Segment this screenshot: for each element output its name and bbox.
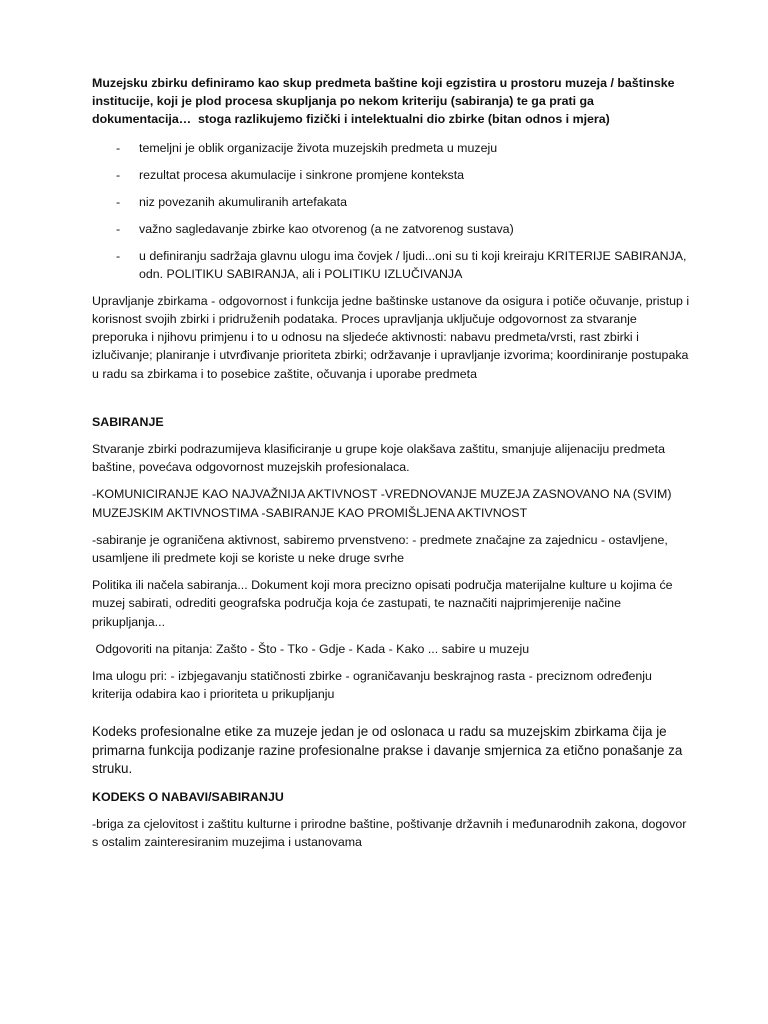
definition-list — [92, 139, 692, 283]
bullet-dash: - — [116, 194, 121, 209]
sabiranje-paragraph: Odgovoriti na pitanja: Zašto - Što - Tko - Gdje - Kada - Kako ... sabire u muzeju — [92, 641, 530, 656]
sabiranje-paragraph: -sabiranje je ograničena aktivnost, sabiremo prvenstveno: - predmete značajne za zajednicu - ostavljene, usamljene ili predmete koji se koriste u neke druge svrhe — [92, 532, 672, 566]
list-item — [92, 220, 692, 238]
kodeks-paragraph: -briga za cjelovitost i zaštitu kulturne i prirodne baštine, poštivanje državnih i međunarodnih zakona, dogovor s ostalim zainteresiranim muzejima i ustanovama — [92, 817, 690, 850]
list-item — [92, 193, 692, 211]
bullet-dash: - — [116, 167, 121, 182]
list-item-text: rezultat procesa akumulacije i sinkrone promjene konteksta — [139, 167, 465, 182]
intro-paragraph: Muzejsku zbirku definiramo kao skup predmeta baštine koji egzistira u prostoru muzeja / baštinske institucije, koji je plod procesa skupljanja po nekom kriteriju (sabiranja) te ga prati ga dokumentacija… stoga razlikujemo fizički i intelektualni dio zbirke (bitan odnos i mjera) — [92, 76, 678, 127]
list-item-text: važno sagledavanje zbirke kao otvorenog (a ne zatvorenog sustava) — [139, 221, 514, 236]
list-item-text: niz povezanih akumuliranih artefakata — [139, 194, 348, 209]
sabiranje-paragraph: -KOMUNICIRANJE KAO NAJVAŽNIJA AKTIVNOST -VREDNOVANJE MUZEJA ZASNOVANO NA (SVIM) MUZEJSKIM AKTIVNOSTIMA -SABIRANJE KAO PROMIŠLJENA AKTIVNOST — [92, 487, 675, 520]
list-item-text: u definiranju sadržaja glavnu ulogu ima čovjek / ljudi...oni su ti koji kreiraju KRITERIJE SABIRANJA, odn. POLITIKU SABIRANJA, ali i POLITIKU IZLUČIVANJA — [139, 248, 687, 281]
bullet-dash: - — [116, 221, 121, 236]
list-item-text: temeljni je oblik organizacije života muzejskih predmeta u muzeju — [139, 140, 498, 155]
document-page — [92, 74, 692, 852]
list-item — [92, 247, 692, 283]
sabiranje-paragraph: Stvaranje zbirki podrazumijeva klasificiranje u grupe koje olakšava zaštitu, smanjuje alijenaciju predmeta baštine, povećava odgovornost muzejskih profesionalaca. — [92, 442, 669, 475]
upravljanje-paragraph: Upravljanje zbirkama - odgovornost i funkcija jedne baštinske ustanove da osigura i potiče očuvanje, pristup i korisnost svojih zbirki i pridruženih podataka. Proces upravljanja uključuje odgovornost za stvaranje preporuka i njihovu primjenu i to u odnosu na sljedeće aktivnosti: nabavu predmeta/vrsti, rast zbirki i izlučivanje; planiranje i utvrđivanje prioriteta zbirki; održavanje i upravljanje izvorima; koordiniranje postupaka u radu sa zbirkama i to posebice zaštite, očuvanja i uporabe predmeta — [92, 293, 693, 381]
list-item — [92, 139, 692, 157]
bullet-dash: - — [116, 140, 121, 155]
sabiranje-paragraph: Politika ili načela sabiranja... Dokument koji mora precizno opisati područja materijalne kulture u kojima će muzej sabirati, odrediti geografska područja koja će zastupati, te naznačiti najprimjerenije načine prikupljanja... — [92, 578, 677, 629]
sabiranje-paragraph: Ima ulogu pri: - izbjegavanju statičnosti zbirke - ograničavanju beskrajnog rasta - preciznom određenju kriterija odabira kao i prioriteta u prikupljanju — [92, 669, 656, 702]
kodeks-heading: KODEKS O NABAVI/SABIRANJU — [92, 789, 284, 804]
kodeks-intro-paragraph: Kodeks profesionalne etike za muzeje jedan je od oslonaca u radu sa muzejskim zbirkama čija je primarna funkcija podizanje razine profesionalne prakse i davanje smjernica za etično ponašanje za struku. — [92, 724, 683, 777]
bullet-dash: - — [116, 248, 121, 263]
list-item — [92, 166, 692, 184]
sabiranje-heading: SABIRANJE — [92, 414, 164, 429]
